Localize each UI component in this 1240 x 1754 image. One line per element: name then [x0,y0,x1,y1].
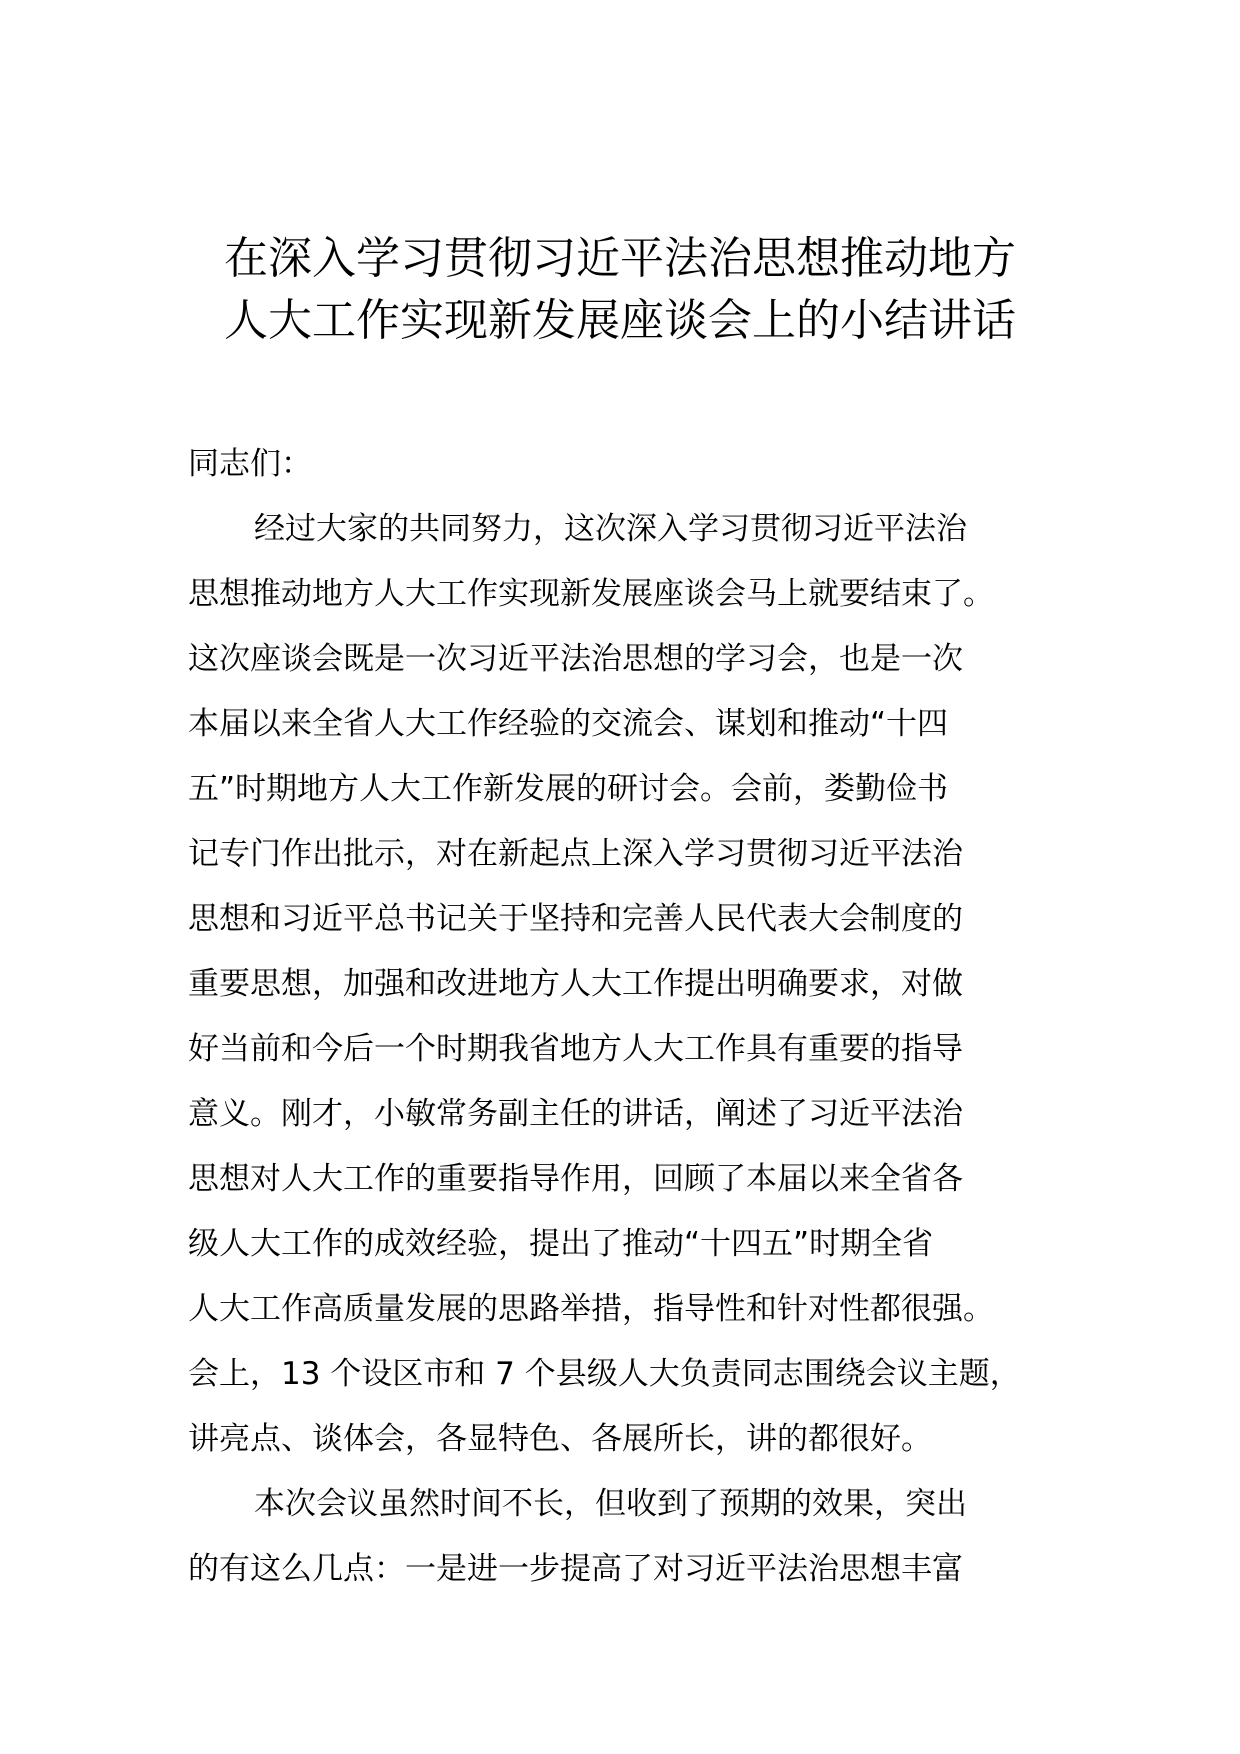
document-body [188,432,1068,1602]
salutation: 同志们： [188,446,312,482]
paragraph-1-line-7: 思想和习近平总书记关于坚持和完善人民代表大会制度的 [188,901,963,937]
title-line-2: 人大工作实现新发展座谈会上的小结讲话 [224,295,1016,346]
document-title [150,228,1090,352]
paragraph-2-line-2: 的有这么几点：一是进一步提高了对习近平法治思想丰富 [188,1551,963,1587]
paragraph-1-line-8: 重要思想，加强和改进地方人大工作提出明确要求，对做 [188,966,963,1002]
paragraph-1-line-4: 本届以来全省人大工作经验的交流会、谋划和推动“十四 [188,706,949,742]
paragraph-1-line-13: 人大工作高质量发展的思路举措，指导性和针对性都很强。 [188,1291,994,1327]
paragraph-1-line-5: 五”时期地方人大工作新发展的研讨会。会前，娄勤俭书 [188,771,949,807]
paragraph-1-line-6: 记专门作出批示，对在新起点上深入学习贯彻习近平法治 [188,836,963,872]
paragraph-1-line-3: 这次座谈会既是一次习近平法治思想的学习会，也是一次 [188,641,963,677]
paragraph-1-line-12: 级人大工作的成效经验，提出了推动“十四五”时期全省 [188,1226,934,1262]
paragraph-1-line-14: 会上，13 个设区市和 7 个县级人大负责同志围绕会议主题， [188,1356,1021,1392]
paragraph-1-line-11: 思想对人大工作的重要指导作用，回顾了本届以来全省各 [188,1161,963,1197]
title-line-1: 在深入学习贯彻习近平法治思想推动地方 [224,233,1016,284]
paragraph-2-line-1: 本次会议虽然时间不长，但收到了预期的效果，突出 [254,1486,967,1522]
paragraph-1-line-1: 经过大家的共同努力，这次深入学习贯彻习近平法治 [254,511,967,547]
paragraph-1-line-10: 意义。刚才，小敏常务副主任的讲话，阐述了习近平法治 [188,1096,963,1132]
paragraph-1-line-15: 讲亮点、谈体会，各显特色、各展所长，讲的都很好。 [188,1421,932,1457]
paragraph-1-line-9: 好当前和今后一个时期我省地方人大工作具有重要的指导 [188,1031,963,1067]
paragraph-1-line-2: 思想推动地方人大工作实现新发展座谈会马上就要结束了。 [188,576,994,612]
